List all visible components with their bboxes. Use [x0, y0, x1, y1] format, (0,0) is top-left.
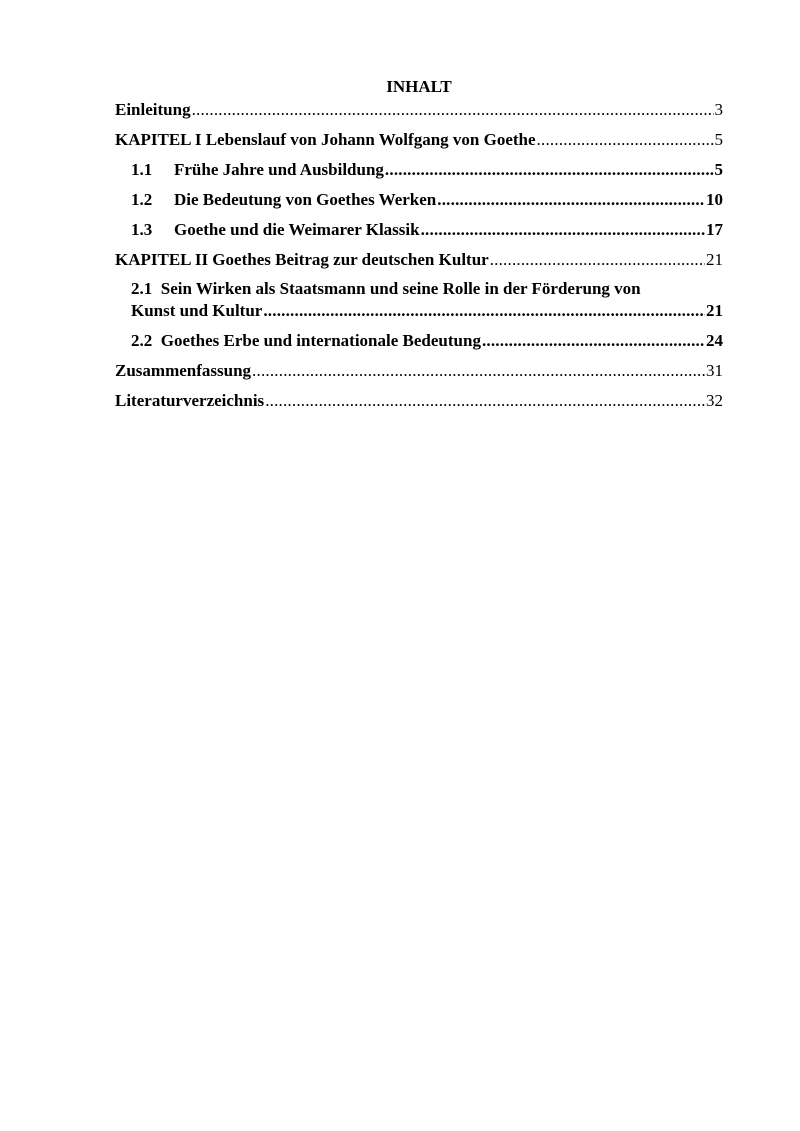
toc-section-number: 2.1 — [131, 279, 153, 298]
toc-section-number: 1.1 — [131, 160, 153, 179]
toc-page-number: 31 — [706, 361, 723, 380]
toc-section-title: Frühe Jahre und Ausbildung — [174, 160, 384, 179]
toc-entry-label: KAPITEL I Lebenslauf von Johann Wolfgang von Goethe — [115, 130, 536, 149]
toc-page-number: 17 — [706, 220, 723, 239]
toc-entry-label — [131, 329, 481, 353]
toc-entry-label — [131, 188, 436, 212]
toc-leader-dots — [265, 389, 705, 413]
toc-entry-2-2[interactable] — [115, 329, 723, 359]
toc-entry-1-2[interactable] — [115, 188, 723, 218]
toc-section-title-cont: Kunst und Kultur — [131, 301, 263, 320]
toc-page-number: 10 — [706, 190, 723, 209]
toc-section-title: Goethe und die Weimarer Klassik — [174, 220, 420, 239]
table-of-contents — [115, 76, 723, 419]
toc-page-number: 21 — [706, 301, 723, 320]
toc-entry-label: Einleitung — [115, 100, 191, 119]
toc-entry-label-line1 — [131, 278, 723, 300]
toc-page-number: 32 — [706, 391, 723, 410]
toc-entry-1-1[interactable] — [115, 158, 723, 188]
toc-section-number: 1.3 — [131, 220, 153, 239]
toc-leader-dots — [537, 128, 714, 152]
toc-page-number: 3 — [714, 100, 723, 119]
toc-entry-label — [131, 158, 384, 182]
toc-entry-label — [131, 218, 420, 242]
toc-section-number: 2.2 — [131, 331, 153, 350]
toc-page-number: 5 — [714, 130, 723, 149]
toc-entry-label: Zusammenfassung — [115, 361, 252, 380]
toc-entry-2-1[interactable] — [115, 278, 723, 322]
toc-entry-1-3[interactable] — [115, 218, 723, 248]
toc-entry-kapitel-1[interactable] — [115, 128, 723, 158]
toc-entry-label-line2 — [131, 300, 723, 322]
toc-section-title: Sein Wirken als Staatsmann und seine Rolle in der Förderung von — [160, 279, 641, 298]
toc-leader-dots — [192, 98, 714, 122]
toc-leader-dots — [490, 248, 705, 272]
toc-section-number: 1.2 — [131, 190, 153, 209]
toc-section-title: Goethes Erbe und internationale Bedeutung — [160, 331, 481, 350]
toc-leader-dots — [421, 218, 705, 242]
toc-entry-label: KAPITEL II Goethes Beitrag zur deutschen Kultur — [115, 250, 489, 269]
toc-page-number: 5 — [714, 160, 723, 179]
toc-entry-einleitung[interactable] — [115, 98, 723, 128]
toc-title: INHALT — [386, 77, 452, 96]
toc-section-title: Die Bedeutung von Goethes Werken — [174, 190, 437, 209]
toc-entry-literaturverzeichnis[interactable] — [115, 389, 723, 419]
toc-leader-dots — [437, 188, 705, 212]
toc-entry-kapitel-2[interactable] — [115, 248, 723, 278]
toc-leader-dots — [263, 300, 705, 322]
toc-page-number: 21 — [706, 250, 723, 269]
toc-leader-dots — [482, 329, 705, 353]
toc-leader-dots — [385, 158, 714, 182]
toc-leader-dots — [252, 359, 705, 383]
toc-page-number: 24 — [706, 331, 723, 350]
toc-entry-zusammenfassung[interactable] — [115, 359, 723, 389]
toc-entry-label: Literaturverzeichnis — [115, 391, 265, 410]
